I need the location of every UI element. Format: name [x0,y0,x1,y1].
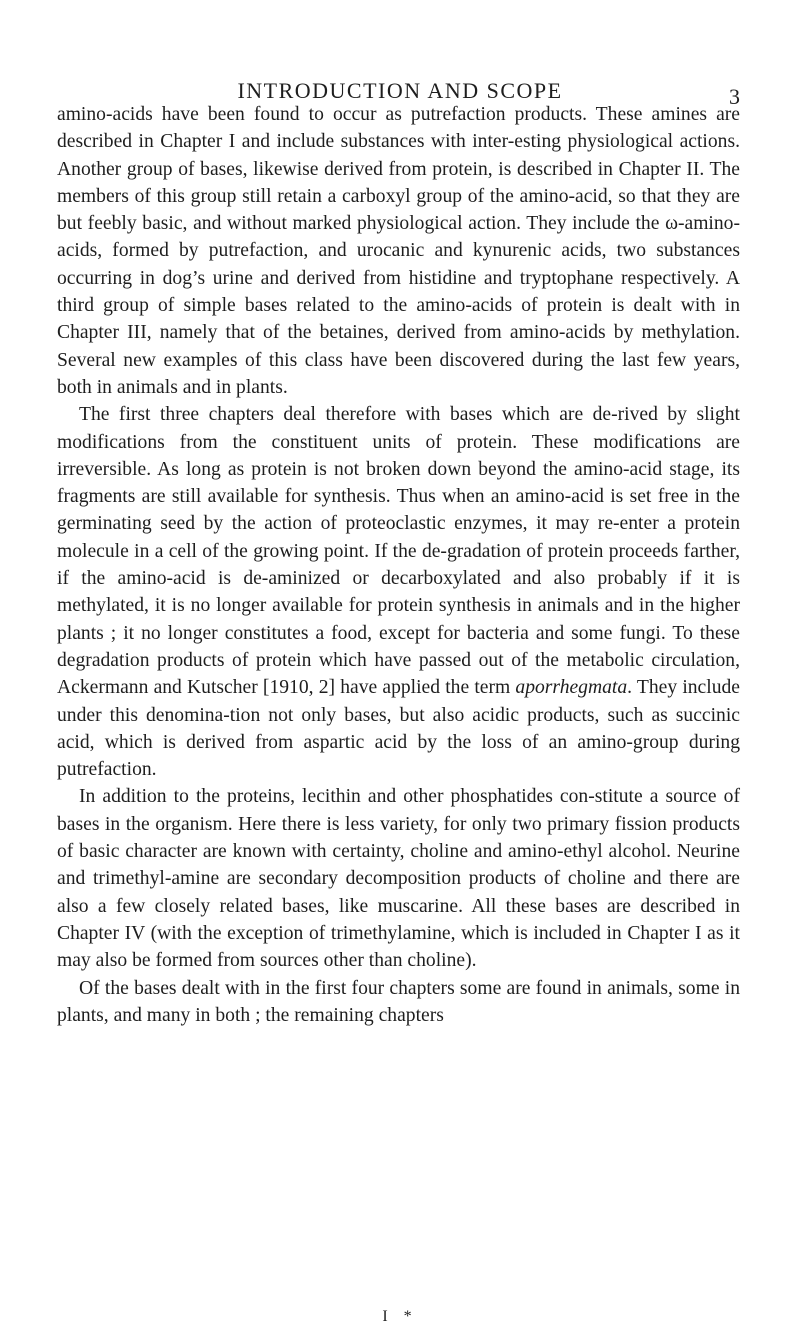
signature-mark: I * [382,1308,418,1325]
running-head: INTRODUCTION AND SCOPE [237,78,563,103]
paragraph-4: Of the bases dealt with in the first four chapters some are found in animals, some in plants, and many in both ; the remaining chapters [57,977,740,1026]
paragraph-3: In addition to the proteins, lecithin and other phosphatides con-stitute a source of bases in the organism. Here there is less variety, for only two primary fission products of basic character are known with certainty, choline and amino-ethyl alcohol. Neurine and trimethyl-amine are secondary decomposition products of choline and there are also a few closely related bases, like muscarine. All these bases are described in Chapter IV (with the exception of trimethylamine, which is included in Chapter I as it may also be formed from sources other than choline). [57,786,740,972]
paragraph-2: The first three chapters deal therefore with bases which are de-rived by slight modifications from the constituent units of protein. These modifications are irreversible. As long as protein is not broken down beyond the amino-acid stage, its fragments are still available for synthesis. Thus when an amino-acid is set free in the germinating seed by the action of proteoclastic enzymes, it may re-enter a protein molecule in a cell of the growing point. If the de-gradation of protein proceeds farther, if the amino-acid is de-aminized or decarboxylated and also probably if it is methylated, it is no longer available for protein synthesis in animals and in the higher plants ; it no longer constitutes a food, except for bacteria and some fungi. To these degradation products of protein which have passed out of the metabolic circulation, Ackermann and Kutscher [1910, 2] have applied the term aporrhegmata. They include under this denomina-tion not only bases, but also acidic products, such as succinic acid, which is derived from aspartic acid by the loss of an amino-group during putrefaction. [57,404,740,781]
page-number: 3 [729,84,740,109]
paragraph-1: amino-acids have been found to occur as putrefaction products. These amines are described in Chapter I and include substances with inter-esting physiological actions. Another group of bases, likewise derived from protein, is described in Chapter II. The members of this group still retain a carboxyl group of the amino-acid, so that they are but feebly basic, and without marked physiological action. They include the ω-amino-acids, formed by putrefaction, and urocanic and kynurenic acids, two substances occurring in dog’s urine and derived from histidine and tryptophane respectively. A third group of simple bases related to the amino-acids of protein is dealt with in Chapter III, namely that of the betaines, derived from amino-acids by methylation. Several new examples of this class have been discovered during the last few years, both in animals and in plants. [57,104,740,398]
italic-term: aporrhegmata [515,677,628,699]
body-text [57,101,740,1029]
